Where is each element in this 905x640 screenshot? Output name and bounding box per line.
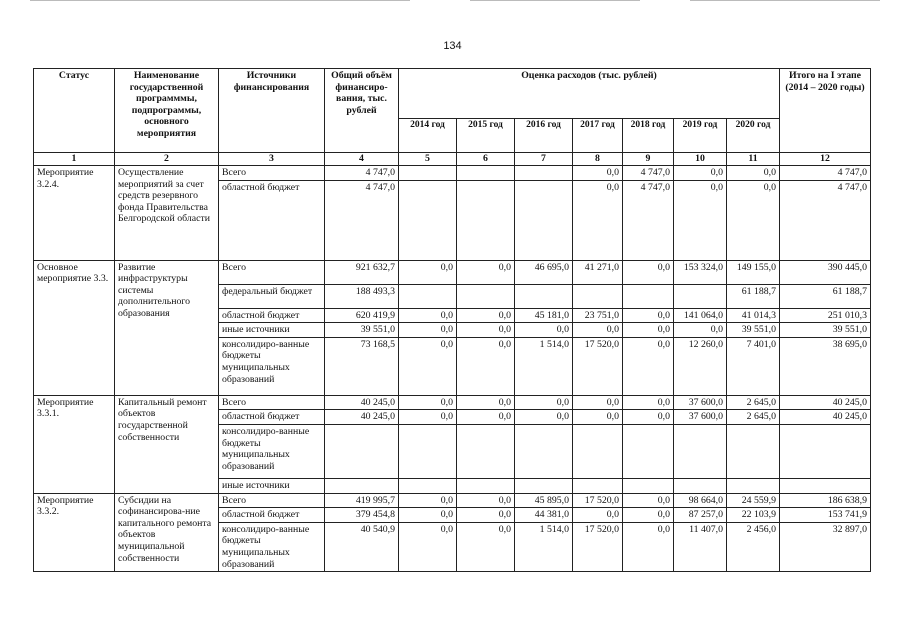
amount-cell: 17 520,0 bbox=[573, 493, 623, 508]
funding-source-cell: областной бюджет bbox=[219, 508, 325, 523]
amount-cell bbox=[457, 424, 515, 478]
status-cell: Основное мероприятие 3.3. bbox=[34, 260, 115, 395]
amount-cell bbox=[325, 478, 399, 493]
column-number: 5 bbox=[399, 153, 457, 166]
funding-source-cell: Всего bbox=[219, 493, 325, 508]
amount-cell: 0,0 bbox=[623, 308, 674, 323]
amount-cell: 921 632,7 bbox=[325, 260, 399, 284]
funding-source-cell: иные источники bbox=[219, 478, 325, 493]
amount-cell: 149 155,0 bbox=[727, 260, 780, 284]
amount-cell: 153 741,9 bbox=[780, 508, 871, 523]
amount-cell bbox=[573, 284, 623, 308]
amount-cell: 0,0 bbox=[399, 395, 457, 410]
amount-cell bbox=[457, 284, 515, 308]
amount-cell: 44 381,0 bbox=[515, 508, 573, 523]
column-number: 8 bbox=[573, 153, 623, 166]
amount-cell: 0,0 bbox=[457, 410, 515, 425]
header-year: 2020 год bbox=[727, 119, 780, 153]
header-estimate: Оценка расходов (тыс. рублей) bbox=[399, 69, 780, 119]
amount-cell: 419 995,7 bbox=[325, 493, 399, 508]
amount-cell: 0,0 bbox=[573, 323, 623, 338]
amount-cell: 0,0 bbox=[623, 337, 674, 395]
amount-cell: 87 257,0 bbox=[674, 508, 727, 523]
column-number: 4 bbox=[325, 153, 399, 166]
amount-cell: 0,0 bbox=[515, 323, 573, 338]
amount-cell: 32 897,0 bbox=[780, 522, 871, 571]
funding-source-cell: федеральный бюджет bbox=[219, 284, 325, 308]
amount-cell: 4 747,0 bbox=[325, 166, 399, 181]
amount-cell: 38 695,0 bbox=[780, 337, 871, 395]
amount-cell bbox=[573, 478, 623, 493]
amount-cell: 73 168,5 bbox=[325, 337, 399, 395]
amount-cell: 0,0 bbox=[457, 508, 515, 523]
amount-cell: 0,0 bbox=[623, 395, 674, 410]
amount-cell: 0,0 bbox=[623, 260, 674, 284]
amount-cell: 0,0 bbox=[399, 508, 457, 523]
header-stage-total: Итого на I этапе (2014 – 2020 годы) bbox=[780, 69, 871, 153]
amount-cell: 40 540,9 bbox=[325, 522, 399, 571]
column-number: 12 bbox=[780, 153, 871, 166]
amount-cell: 40 245,0 bbox=[780, 395, 871, 410]
amount-cell: 4 747,0 bbox=[780, 166, 871, 181]
amount-cell: 45 181,0 bbox=[515, 308, 573, 323]
amount-cell: 23 751,0 bbox=[573, 308, 623, 323]
amount-cell: 0,0 bbox=[623, 493, 674, 508]
amount-cell: 0,0 bbox=[399, 493, 457, 508]
amount-cell bbox=[515, 180, 573, 260]
amount-cell: 186 638,9 bbox=[780, 493, 871, 508]
header-status: Статус bbox=[34, 69, 115, 153]
amount-cell: 251 010,3 bbox=[780, 308, 871, 323]
amount-cell: 0,0 bbox=[457, 308, 515, 323]
funding-source-cell: областной бюджет bbox=[219, 308, 325, 323]
amount-cell bbox=[515, 166, 573, 181]
amount-cell: 0,0 bbox=[515, 395, 573, 410]
column-number: 1 bbox=[34, 153, 115, 166]
amount-cell bbox=[399, 478, 457, 493]
header-sources: Источники финансирования bbox=[219, 69, 325, 153]
amount-cell: 2 645,0 bbox=[727, 395, 780, 410]
status-cell: Мероприятие 3.3.1. bbox=[34, 395, 115, 493]
amount-cell: 0,0 bbox=[457, 522, 515, 571]
amount-cell: 620 419,9 bbox=[325, 308, 399, 323]
amount-cell: 41 014,3 bbox=[727, 308, 780, 323]
amount-cell: 41 271,0 bbox=[573, 260, 623, 284]
amount-cell: 11 407,0 bbox=[674, 522, 727, 571]
funding-source-cell: Всего bbox=[219, 260, 325, 284]
amount-cell bbox=[399, 284, 457, 308]
column-number: 7 bbox=[515, 153, 573, 166]
amount-cell: 0,0 bbox=[399, 337, 457, 395]
amount-cell bbox=[399, 166, 457, 181]
amount-cell: 37 600,0 bbox=[674, 395, 727, 410]
amount-cell: 61 188,7 bbox=[727, 284, 780, 308]
amount-cell: 0,0 bbox=[674, 166, 727, 181]
amount-cell: 22 103,9 bbox=[727, 508, 780, 523]
funding-source-cell: консолидиро-ванные бюджеты муниципальных образований bbox=[219, 337, 325, 395]
header-year: 2015 год bbox=[457, 119, 515, 153]
amount-cell: 40 245,0 bbox=[325, 395, 399, 410]
amount-cell bbox=[399, 424, 457, 478]
top-edge-rule bbox=[30, 0, 410, 1]
amount-cell bbox=[674, 284, 727, 308]
amount-cell: 0,0 bbox=[623, 522, 674, 571]
amount-cell: 0,0 bbox=[674, 180, 727, 260]
amount-cell: 0,0 bbox=[674, 323, 727, 338]
column-number: 3 bbox=[219, 153, 325, 166]
amount-cell: 0,0 bbox=[623, 410, 674, 425]
amount-cell bbox=[515, 424, 573, 478]
status-cell: Мероприятие 3.2.4. bbox=[34, 166, 115, 261]
amount-cell bbox=[780, 424, 871, 478]
header-year: 2017 год bbox=[573, 119, 623, 153]
header-total: Общий объём финансиро-вания, тыс. рублей bbox=[325, 69, 399, 153]
amount-cell: 40 245,0 bbox=[325, 410, 399, 425]
column-number: 9 bbox=[623, 153, 674, 166]
amount-cell: 7 401,0 bbox=[727, 337, 780, 395]
amount-cell bbox=[515, 478, 573, 493]
budget-table bbox=[33, 68, 871, 572]
table-row bbox=[34, 260, 871, 284]
amount-cell: 0,0 bbox=[457, 260, 515, 284]
amount-cell: 37 600,0 bbox=[674, 410, 727, 425]
program-name-cell: Развитие инфраструктуры системы дополнительного образования bbox=[115, 260, 219, 395]
top-edge-rule bbox=[690, 0, 880, 1]
program-name-cell: Капитальный ремонт объектов государственной собственности bbox=[115, 395, 219, 493]
amount-cell bbox=[457, 478, 515, 493]
column-number: 11 bbox=[727, 153, 780, 166]
amount-cell bbox=[399, 180, 457, 260]
amount-cell: 0,0 bbox=[399, 308, 457, 323]
funding-source-cell: областной бюджет bbox=[219, 410, 325, 425]
table-row bbox=[34, 395, 871, 410]
status-cell: Мероприятие 3.3.2. bbox=[34, 493, 115, 572]
amount-cell: 4 747,0 bbox=[325, 180, 399, 260]
amount-cell bbox=[515, 284, 573, 308]
header-year: 2016 год bbox=[515, 119, 573, 153]
amount-cell bbox=[325, 424, 399, 478]
amount-cell: 0,0 bbox=[515, 410, 573, 425]
amount-cell: 39 551,0 bbox=[780, 323, 871, 338]
funding-source-cell: иные источники bbox=[219, 323, 325, 338]
amount-cell: 98 664,0 bbox=[674, 493, 727, 508]
amount-cell: 45 895,0 bbox=[515, 493, 573, 508]
funding-source-cell: консолидиро-ванные бюджеты муниципальных образований bbox=[219, 522, 325, 571]
funding-source-cell: областной бюджет bbox=[219, 180, 325, 260]
top-edge-rule bbox=[470, 0, 640, 1]
amount-cell: 379 454,8 bbox=[325, 508, 399, 523]
funding-source-cell: консолидиро-ванные бюджеты муниципальных образований bbox=[219, 424, 325, 478]
amount-cell bbox=[674, 478, 727, 493]
amount-cell: 2 456,0 bbox=[727, 522, 780, 571]
amount-cell: 0,0 bbox=[399, 323, 457, 338]
amount-cell bbox=[623, 478, 674, 493]
amount-cell: 0,0 bbox=[457, 337, 515, 395]
amount-cell: 0,0 bbox=[727, 166, 780, 181]
amount-cell: 0,0 bbox=[623, 508, 674, 523]
amount-cell: 0,0 bbox=[399, 260, 457, 284]
header-year: 2019 год bbox=[674, 119, 727, 153]
amount-cell: 0,0 bbox=[399, 410, 457, 425]
header-year: 2014 год bbox=[399, 119, 457, 153]
amount-cell: 17 520,0 bbox=[573, 337, 623, 395]
funding-source-cell: Всего bbox=[219, 166, 325, 181]
amount-cell: 39 551,0 bbox=[325, 323, 399, 338]
table-row bbox=[34, 493, 871, 508]
program-name-cell: Осуществление мероприятий за счет средств резервного фонда Правительства Белгородской области bbox=[115, 166, 219, 261]
amount-cell: 0,0 bbox=[573, 508, 623, 523]
amount-cell: 390 445,0 bbox=[780, 260, 871, 284]
amount-cell: 0,0 bbox=[573, 180, 623, 260]
amount-cell bbox=[674, 424, 727, 478]
amount-cell: 46 695,0 bbox=[515, 260, 573, 284]
amount-cell: 0,0 bbox=[727, 180, 780, 260]
amount-cell: 0,0 bbox=[457, 395, 515, 410]
amount-cell: 17 520,0 bbox=[573, 522, 623, 571]
amount-cell: 0,0 bbox=[457, 323, 515, 338]
column-number: 6 bbox=[457, 153, 515, 166]
amount-cell: 141 064,0 bbox=[674, 308, 727, 323]
amount-cell bbox=[780, 478, 871, 493]
table-body bbox=[34, 166, 871, 572]
amount-cell: 153 324,0 bbox=[674, 260, 727, 284]
amount-cell: 0,0 bbox=[623, 323, 674, 338]
header-year: 2018 год bbox=[623, 119, 674, 153]
column-number: 10 bbox=[674, 153, 727, 166]
amount-cell: 1 514,0 bbox=[515, 522, 573, 571]
amount-cell: 0,0 bbox=[457, 493, 515, 508]
amount-cell: 188 493,3 bbox=[325, 284, 399, 308]
amount-cell: 0,0 bbox=[573, 166, 623, 181]
amount-cell: 4 747,0 bbox=[623, 166, 674, 181]
amount-cell bbox=[727, 424, 780, 478]
amount-cell: 2 645,0 bbox=[727, 410, 780, 425]
amount-cell bbox=[457, 166, 515, 181]
amount-cell: 0,0 bbox=[573, 410, 623, 425]
amount-cell bbox=[623, 284, 674, 308]
amount-cell: 4 747,0 bbox=[780, 180, 871, 260]
amount-cell: 12 260,0 bbox=[674, 337, 727, 395]
header-name: Наименование государственной программмы, подпрограммы, основного мероприятия bbox=[115, 69, 219, 153]
amount-cell: 40 245,0 bbox=[780, 410, 871, 425]
amount-cell: 61 188,7 bbox=[780, 284, 871, 308]
amount-cell: 24 559,9 bbox=[727, 493, 780, 508]
page-number: 134 bbox=[443, 40, 462, 52]
amount-cell: 0,0 bbox=[399, 522, 457, 571]
column-number: 2 bbox=[115, 153, 219, 166]
table-row bbox=[34, 166, 871, 181]
amount-cell: 4 747,0 bbox=[623, 180, 674, 260]
amount-cell: 39 551,0 bbox=[727, 323, 780, 338]
amount-cell bbox=[623, 424, 674, 478]
amount-cell bbox=[573, 424, 623, 478]
amount-cell: 1 514,0 bbox=[515, 337, 573, 395]
amount-cell: 0,0 bbox=[573, 395, 623, 410]
funding-source-cell: Всего bbox=[219, 395, 325, 410]
amount-cell bbox=[457, 180, 515, 260]
amount-cell bbox=[727, 478, 780, 493]
program-name-cell: Субсидии на софинансирова-ние капитального ремонта объектов муниципальной собственности bbox=[115, 493, 219, 572]
